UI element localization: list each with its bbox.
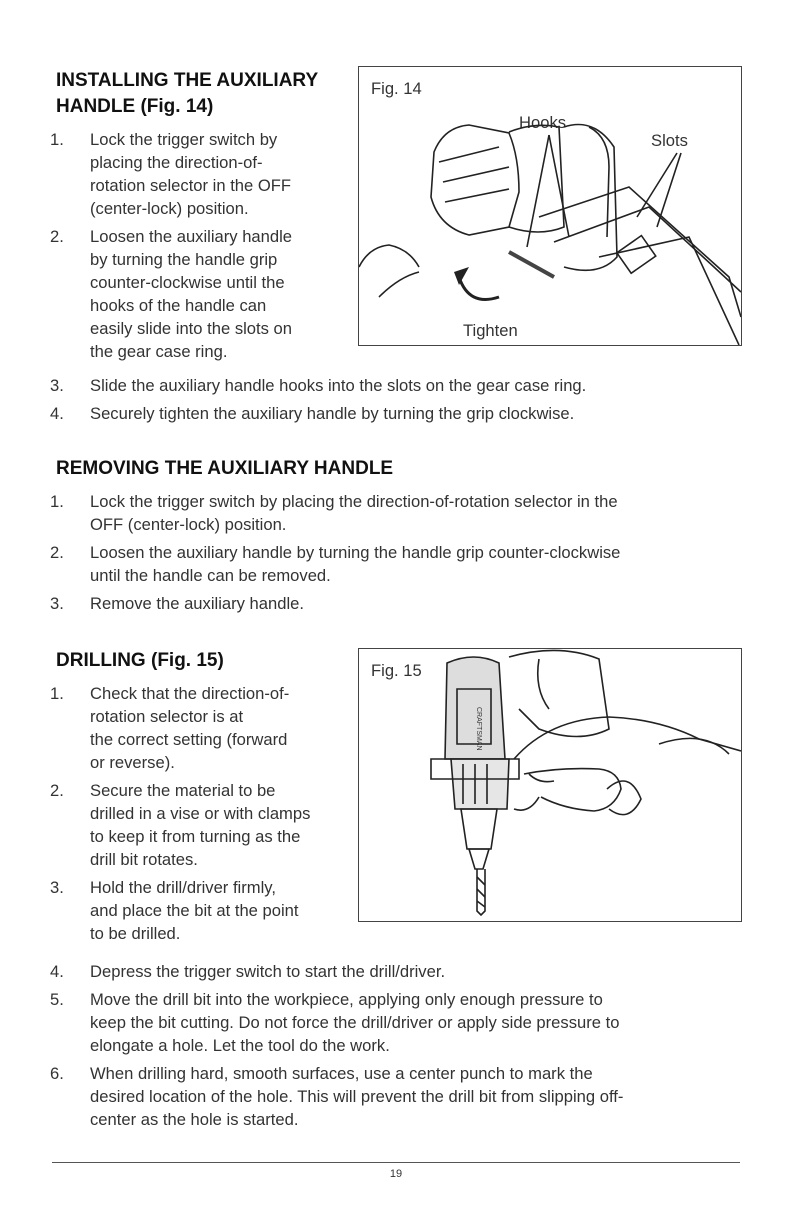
install-step-2 bbox=[50, 225, 370, 363]
install-step-1 bbox=[50, 128, 370, 220]
step-line: placing the direction-of- bbox=[90, 153, 263, 172]
drill-step-5 bbox=[50, 988, 750, 1057]
step-line: counter-clockwise until the bbox=[90, 273, 285, 292]
step-number: 2. bbox=[50, 781, 64, 800]
step-number: 4. bbox=[50, 404, 64, 423]
step-line: drill bit rotates. bbox=[90, 850, 198, 869]
drill-step-1 bbox=[50, 682, 370, 774]
step-line: easily slide into the slots on bbox=[90, 319, 293, 338]
install-step-4 bbox=[50, 402, 750, 425]
remove-steps bbox=[50, 490, 750, 620]
figure-15 bbox=[358, 648, 742, 922]
step-number: 3. bbox=[50, 594, 64, 613]
install-heading-line1: INSTALLING THE AUXILIARY bbox=[56, 70, 319, 91]
step-line: or reverse). bbox=[90, 753, 175, 772]
step-number: 3. bbox=[50, 376, 64, 395]
step-line: hooks of the handle can bbox=[90, 296, 267, 315]
remove-step-3 bbox=[50, 592, 750, 615]
step-line: Check that the direction-of- bbox=[90, 684, 290, 703]
drill-handle-illustration bbox=[359, 67, 741, 345]
drill-step-4 bbox=[50, 960, 750, 983]
slots-label: Slots bbox=[651, 131, 688, 150]
step-line: the correct setting (forward bbox=[90, 730, 288, 749]
step-line: (center-lock) position. bbox=[90, 199, 249, 218]
page-number: 19 bbox=[389, 1168, 403, 1180]
step-number: 2. bbox=[50, 227, 64, 246]
step-line: to keep it from turning as the bbox=[90, 827, 301, 846]
step-number: 1. bbox=[50, 684, 64, 703]
step-line: rotation selector in the OFF bbox=[90, 176, 292, 195]
install-steps-b bbox=[50, 374, 750, 430]
figure-15-caption: Fig. 15 bbox=[371, 661, 422, 680]
step-line: OFF (center-lock) position. bbox=[90, 515, 287, 534]
drill-heading: DRILLING (Fig. 15) bbox=[56, 650, 224, 671]
step-line: and place the bit at the point bbox=[90, 901, 299, 920]
drill-step-3 bbox=[50, 876, 370, 945]
step-line: Lock the trigger switch by bbox=[90, 130, 278, 149]
step-number: 1. bbox=[50, 130, 64, 149]
drill-step-6 bbox=[50, 1062, 750, 1131]
drill-steps-b bbox=[50, 960, 750, 1136]
step-line: elongate a hole. Let the tool do the work. bbox=[90, 1036, 390, 1055]
step-line: Slide the auxiliary handle hooks into the slots on the gear case ring. bbox=[90, 376, 587, 395]
drill-in-hand-illustration bbox=[359, 649, 741, 921]
step-number: 5. bbox=[50, 990, 64, 1009]
step-line: keep the bit cutting. Do not force the drill/driver or apply side pressure to bbox=[90, 1013, 620, 1032]
step-line: center as the hole is started. bbox=[90, 1110, 299, 1129]
step-number: 6. bbox=[50, 1064, 64, 1083]
remove-step-2 bbox=[50, 541, 750, 587]
drill-step-2 bbox=[50, 779, 370, 871]
step-line: rotation selector is at bbox=[90, 707, 244, 726]
step-line: When drilling hard, smooth surfaces, use a center punch to mark the bbox=[90, 1064, 593, 1083]
step-line: the gear case ring. bbox=[90, 342, 228, 361]
hooks-label: Hooks bbox=[519, 113, 567, 132]
install-heading bbox=[56, 68, 318, 120]
step-line: Hold the drill/driver firmly, bbox=[90, 878, 276, 897]
step-number: 3. bbox=[50, 878, 64, 897]
figure-14 bbox=[358, 66, 742, 346]
step-line: Remove the auxiliary handle. bbox=[90, 594, 304, 613]
figure-14-caption: Fig. 14 bbox=[371, 79, 422, 98]
step-number: 1. bbox=[50, 492, 64, 511]
install-step-3 bbox=[50, 374, 750, 397]
tighten-label: Tighten bbox=[463, 321, 518, 340]
install-steps-a bbox=[50, 128, 370, 368]
remove-step-1 bbox=[50, 490, 750, 536]
install-heading-line2: HANDLE (Fig. 14) bbox=[56, 96, 214, 117]
step-line: to be drilled. bbox=[90, 924, 181, 943]
step-line: Lock the trigger switch by placing the direction-of-rotation selector in the bbox=[90, 492, 618, 511]
step-line: Secure the material to be bbox=[90, 781, 276, 800]
step-line: Loosen the auxiliary handle bbox=[90, 227, 293, 246]
step-line: drilled in a vise or with clamps bbox=[90, 804, 311, 823]
step-line: Loosen the auxiliary handle by turning the handle grip counter-clockwise bbox=[90, 543, 621, 562]
remove-heading: REMOVING THE AUXILIARY HANDLE bbox=[56, 458, 394, 479]
step-number: 4. bbox=[50, 962, 64, 981]
step-line: by turning the handle grip bbox=[90, 250, 278, 269]
step-line: desired location of the hole. This will prevent the drill bit from slipping off- bbox=[90, 1087, 624, 1106]
brand-logo-text: CRAFTSMAN bbox=[475, 707, 482, 751]
step-line: Securely tighten the auxiliary handle by turning the grip clockwise. bbox=[90, 404, 575, 423]
step-line: Depress the trigger switch to start the drill/driver. bbox=[90, 962, 446, 981]
drill-steps-a bbox=[50, 682, 370, 950]
step-line: until the handle can be removed. bbox=[90, 566, 331, 585]
footer-divider bbox=[52, 1162, 740, 1163]
step-line: Move the drill bit into the workpiece, applying only enough pressure to bbox=[90, 990, 603, 1009]
step-number: 2. bbox=[50, 543, 64, 562]
